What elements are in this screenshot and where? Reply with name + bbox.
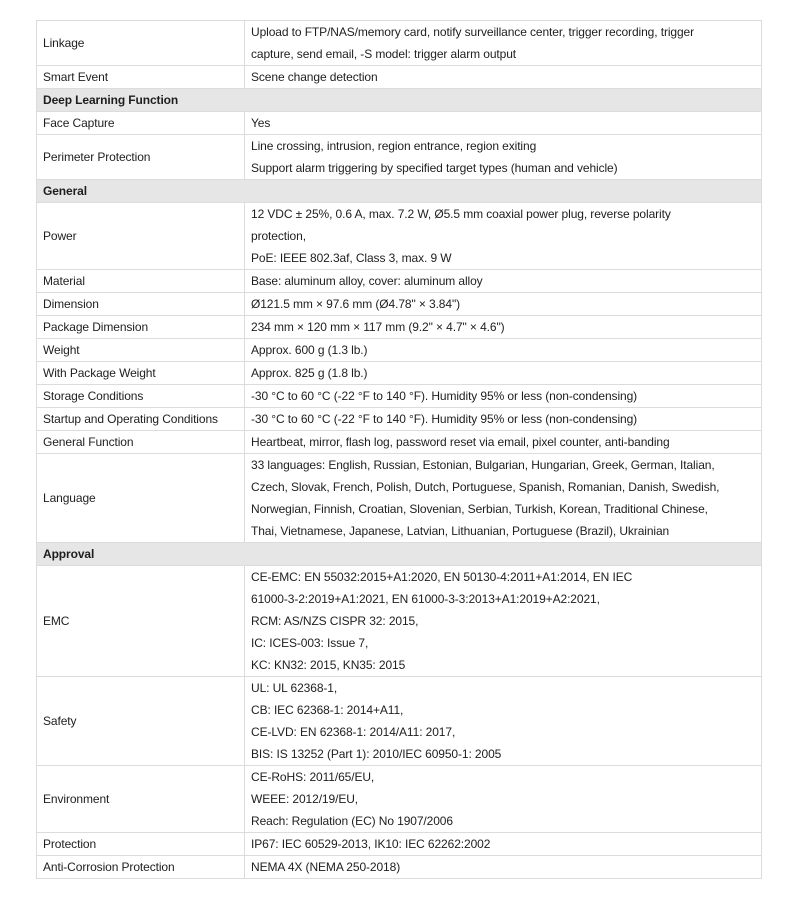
spec-row [37, 21, 762, 66]
section-header-row [37, 180, 762, 203]
spec-value-line: Base: aluminum alloy, cover: aluminum alloy [251, 274, 483, 288]
section-title: Deep Learning Function [37, 89, 762, 112]
spec-row [37, 566, 762, 677]
spec-label: Protection [37, 833, 245, 856]
spec-value-line: CE-LVD: EN 62368-1: 2014/A11: 2017, [251, 725, 456, 739]
spec-label: Power [37, 203, 245, 270]
section-header-row [37, 543, 762, 566]
spec-value-line: BIS: IS 13252 (Part 1): 2010/IEC 60950-1: 2005 [251, 747, 502, 761]
spec-value [245, 766, 762, 833]
spec-row [37, 385, 762, 408]
spec-value [245, 293, 762, 316]
spec-value-line: KC: KN32: 2015, KN35: 2015 [251, 658, 406, 672]
spec-row [37, 293, 762, 316]
spec-label: General Function [37, 431, 245, 454]
spec-value-line: Norwegian, Finnish, Croatian, Slovenian, Serbian, Turkish, Korean, Traditional Chinese, [251, 502, 708, 516]
spec-value [245, 135, 762, 180]
spec-value-line: CE-RoHS: 2011/65/EU, [251, 770, 375, 784]
spec-value-line: Yes [251, 116, 271, 130]
spec-value-line: RCM: AS/NZS CISPR 32: 2015, [251, 614, 419, 628]
spec-value-line: capture, send email, -S model: trigger alarm output [251, 47, 517, 61]
spec-row [37, 431, 762, 454]
spec-value-line: -30 °C to 60 °C (-22 °F to 140 °F). Humidity 95% or less (non-condensing) [251, 412, 638, 426]
spec-label: Safety [37, 677, 245, 766]
spec-label: Linkage [37, 21, 245, 66]
spec-value [245, 112, 762, 135]
spec-row [37, 339, 762, 362]
spec-label: Weight [37, 339, 245, 362]
spec-row [37, 66, 762, 89]
spec-label: Dimension [37, 293, 245, 316]
spec-row [37, 856, 762, 879]
spec-label: Storage Conditions [37, 385, 245, 408]
spec-value [245, 270, 762, 293]
spec-label: Smart Event [37, 66, 245, 89]
spec-value-line: protection, [251, 229, 306, 243]
spec-value [245, 203, 762, 270]
spec-label: With Package Weight [37, 362, 245, 385]
spec-label: Environment [37, 766, 245, 833]
spec-value-line: NEMA 4X (NEMA 250-2018) [251, 860, 401, 874]
spec-value [245, 566, 762, 677]
spec-row [37, 135, 762, 180]
spec-value-line: Approx. 825 g (1.8 lb.) [251, 366, 368, 380]
spec-value-line: Reach: Regulation (EC) No 1907/2006 [251, 814, 453, 828]
spec-value-line: 33 languages: English, Russian, Estonian, Bulgarian, Hungarian, Greek, German, Italian, [251, 458, 715, 472]
spec-value-line: WEEE: 2012/19/EU, [251, 792, 359, 806]
spec-value-line: 234 mm × 120 mm × 117 mm (9.2" × 4.7" × 4.6") [251, 320, 505, 334]
spec-value [245, 362, 762, 385]
spec-value [245, 833, 762, 856]
spec-label: Startup and Operating Conditions [37, 408, 245, 431]
spec-value-line: IC: ICES-003: Issue 7, [251, 636, 369, 650]
spec-label: Face Capture [37, 112, 245, 135]
spec-value-line: CE-EMC: EN 55032:2015+A1:2020, EN 50130-4:2011+A1:2014, EN IEC [251, 570, 633, 584]
spec-value [245, 856, 762, 879]
spec-value [245, 677, 762, 766]
specification-table [36, 20, 762, 879]
spec-value [245, 385, 762, 408]
spec-row [37, 362, 762, 385]
spec-row [37, 766, 762, 833]
spec-label: Package Dimension [37, 316, 245, 339]
spec-label: EMC [37, 566, 245, 677]
spec-value-line: -30 °C to 60 °C (-22 °F to 140 °F). Humidity 95% or less (non-condensing) [251, 389, 638, 403]
spec-value-line: PoE: IEEE 802.3af, Class 3, max. 9 W [251, 251, 452, 265]
spec-value-line: IP67: IEC 60529-2013, IK10: IEC 62262:2002 [251, 837, 491, 851]
spec-row [37, 677, 762, 766]
spec-value [245, 339, 762, 362]
spec-value-line: 12 VDC ± 25%, 0.6 A, max. 7.2 W, Ø5.5 mm coaxial power plug, reverse polarity [251, 207, 671, 221]
spec-row [37, 454, 762, 543]
spec-value [245, 316, 762, 339]
spec-value [245, 21, 762, 66]
spec-value-line: Support alarm triggering by specified target types (human and vehicle) [251, 161, 618, 175]
spec-label: Perimeter Protection [37, 135, 245, 180]
specification-table-body [37, 21, 762, 879]
spec-value-line: Heartbeat, mirror, flash log, password reset via email, pixel counter, anti-banding [251, 435, 670, 449]
spec-value-line: Approx. 600 g (1.3 lb.) [251, 343, 368, 357]
spec-row [37, 203, 762, 270]
spec-value-line: Czech, Slovak, French, Polish, Dutch, Portuguese, Spanish, Romanian, Danish, Swedish, [251, 480, 720, 494]
spec-value-line: Thai, Vietnamese, Japanese, Latvian, Lithuanian, Portuguese (Brazil), Ukrainian [251, 524, 670, 538]
spec-value-line: 61000-3-2:2019+A1:2021, EN 61000-3-3:2013+A1:2019+A2:2021, [251, 592, 600, 606]
spec-value-line: Scene change detection [251, 70, 378, 84]
spec-label: Material [37, 270, 245, 293]
spec-value-line: Ø121.5 mm × 97.6 mm (Ø4.78" × 3.84") [251, 297, 461, 311]
spec-label: Anti-Corrosion Protection [37, 856, 245, 879]
spec-value-line: Upload to FTP/NAS/memory card, notify surveillance center, trigger recording, trigger [251, 25, 695, 39]
spec-label: Language [37, 454, 245, 543]
spec-row [37, 270, 762, 293]
spec-value [245, 408, 762, 431]
spec-value [245, 66, 762, 89]
spec-row [37, 833, 762, 856]
spec-value-line: CB: IEC 62368-1: 2014+A11, [251, 703, 404, 717]
section-header-row [37, 89, 762, 112]
spec-row [37, 408, 762, 431]
spec-value [245, 454, 762, 543]
spec-value-line: UL: UL 62368-1, [251, 681, 338, 695]
spec-value [245, 431, 762, 454]
spec-row [37, 112, 762, 135]
section-title: Approval [37, 543, 762, 566]
spec-row [37, 316, 762, 339]
spec-value-line: Line crossing, intrusion, region entrance, region exiting [251, 139, 537, 153]
section-title: General [37, 180, 762, 203]
